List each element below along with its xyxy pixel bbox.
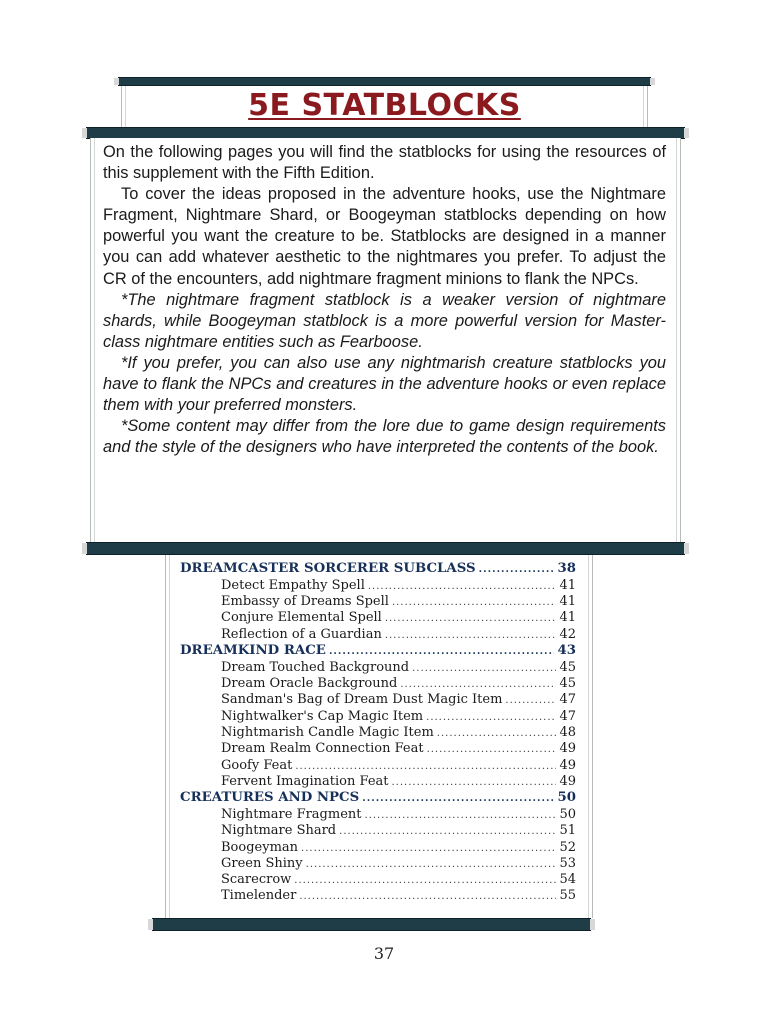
toc-box (165, 555, 593, 918)
toc-leader-dots (329, 646, 555, 657)
toc-leader-dots (392, 597, 557, 608)
toc-leader-dots (365, 810, 557, 821)
toc-entry (180, 872, 576, 888)
toc-entry (180, 758, 576, 774)
toc-leader-dots (362, 793, 554, 804)
toc-entry-page: 49 (559, 741, 576, 757)
toc-entry-page: 47 (559, 692, 576, 708)
toc-entry-label: DREAMKIND RACE (180, 642, 326, 658)
toc-leader-dots (385, 613, 557, 624)
toc-entry (180, 774, 576, 790)
toc-leader-dots (427, 744, 557, 755)
toc-entry-page: 54 (559, 872, 576, 888)
title-top-bar (118, 77, 651, 86)
toc-entry-page: 41 (559, 577, 576, 593)
toc-entry (180, 660, 576, 676)
toc-entry (180, 627, 576, 643)
toc-entry (180, 856, 576, 872)
toc-entry (180, 692, 576, 708)
toc-entry-label: DREAMCASTER SORCERER SUBCLASS (180, 561, 476, 576)
intro-paragraph: To cover the ideas proposed in the adventure hooks, use the Nightmare Fragment, Nightmare Shard, or Boogeyman statblocks depending on how powerful you want the creature to be. Statblocks are designed in a manner you can add whatever aesthetic to the nightmares you prefer. To adjust the CR of the encounters, add nightmare fragment minions to flank the NPCs. (103, 185, 666, 288)
toc-leader-dots (426, 712, 556, 723)
toc-entry-page: 50 (557, 790, 576, 806)
toc-entry-label: Goofy Feat (221, 757, 293, 773)
toc-entry (180, 807, 576, 823)
toc-bottom-bar (152, 918, 591, 931)
toc-entry-page: 55 (559, 888, 576, 904)
toc-entry (180, 888, 576, 904)
toc-entry (180, 578, 576, 594)
toc-entry-page: 45 (559, 659, 576, 675)
toc-entry-page: 42 (559, 626, 576, 642)
page-title (122, 88, 647, 123)
toc-entry-label: Boogeyman (221, 839, 299, 855)
toc-leader-dots (295, 761, 556, 772)
toc-leader-dots (392, 777, 557, 788)
intro-paragraph: *The nightmare fragment statblock is a weaker version of nightmare shards, while Boogeyman statblock is a more powerful version for Master-class nightmare entities such as Fearboose. (103, 290, 666, 351)
toc-entry-label: Reflection of a Guardian (221, 626, 382, 642)
toc-leader-dots (479, 564, 555, 575)
intro-paragraph: *Some content may differ from the lore due to game design requirements and the style of the designers who have interpreted the contents of the book. (103, 417, 666, 457)
toc-entry-page: 53 (559, 855, 576, 871)
toc-entry-page: 52 (559, 839, 576, 855)
toc-entry-page: 43 (557, 642, 576, 658)
toc-entry-label: Nightmare Shard (221, 823, 337, 839)
toc-entry-page: 41 (559, 594, 576, 610)
toc-leader-dots (505, 695, 556, 706)
toc-entry-label: Conjure Elemental Spell (221, 610, 382, 626)
toc-entry-label: CREATURES AND NPCS (180, 790, 360, 806)
toc-entry-page: 48 (559, 724, 576, 740)
toc-leader-dots (294, 875, 556, 886)
toc-entry-page: 41 (559, 610, 576, 626)
toc-leader-dots (299, 891, 556, 902)
toc-leader-dots (306, 859, 557, 870)
toc-entry-page: 45 (559, 676, 576, 692)
toc-entry-label: Fervent Imagination Feat (221, 773, 389, 789)
toc-entry (180, 594, 576, 610)
toc-entry-label: Dream Touched Background (221, 659, 410, 675)
toc-entry-page: 38 (557, 561, 576, 576)
toc-entry (180, 676, 576, 692)
intro-text (103, 142, 666, 458)
toc-section-entry (180, 643, 576, 660)
toc-leader-dots (412, 663, 556, 674)
toc-section-entry (180, 561, 576, 578)
toc-leader-dots (437, 728, 557, 739)
toc-entry-label: Timelender (221, 888, 297, 904)
toc-entry-page: 51 (559, 823, 576, 839)
toc-entry-page: 49 (559, 757, 576, 773)
toc-entry-label: Nightmarish Candle Magic Item (221, 724, 434, 740)
toc-entry-page: 50 (559, 806, 576, 822)
toc-entry-label: Nightwalker's Cap Magic Item (221, 708, 424, 724)
toc-entry-page: 47 (559, 708, 576, 724)
intro-paragraph: On the following pages you will find the statblocks for using the resources of this supplement with the Fifth Edition. (103, 143, 666, 183)
toc-leader-dots (339, 826, 556, 837)
toc-entry (180, 725, 576, 741)
toc-entry-label: Embassy of Dreams Spell (221, 594, 389, 610)
toc-leader-dots (385, 630, 557, 641)
toc-entry-label: Detect Empathy Spell (221, 577, 365, 593)
title-box (121, 86, 648, 128)
toc-entry-label: Dream Realm Connection Feat (221, 741, 424, 757)
toc-section-entry (180, 790, 576, 807)
toc-leader-dots (400, 679, 556, 690)
toc-entry (180, 610, 576, 626)
toc-entry (180, 709, 576, 725)
intro-box (90, 138, 681, 542)
toc-entry-page: 49 (559, 773, 576, 789)
toc-entry-label: Green Shiny (221, 855, 303, 871)
toc-entry (180, 741, 576, 757)
intro-paragraph: *If you prefer, you can also use any nightmarish creature statblocks you have to flank the NPCs and creatures in the adventure hooks or even replace them with your preferred monsters. (103, 353, 666, 415)
toc-leader-dots (368, 581, 557, 592)
toc-entry (180, 840, 576, 856)
toc-entry-label: Sandman's Bag of Dream Dust Magic Item (221, 692, 503, 708)
toc-leader-dots (301, 843, 556, 854)
toc-entry-label: Dream Oracle Background (221, 676, 398, 692)
toc-entry (180, 823, 576, 839)
page-title-text: 5E STATBLOCKS (248, 88, 521, 123)
page-number: 37 (373, 944, 395, 963)
intro-bottom-bar (86, 542, 685, 555)
table-of-contents (180, 561, 576, 905)
toc-entry-label: Nightmare Fragment (221, 806, 362, 822)
toc-entry-label: Scarecrow (221, 872, 292, 888)
